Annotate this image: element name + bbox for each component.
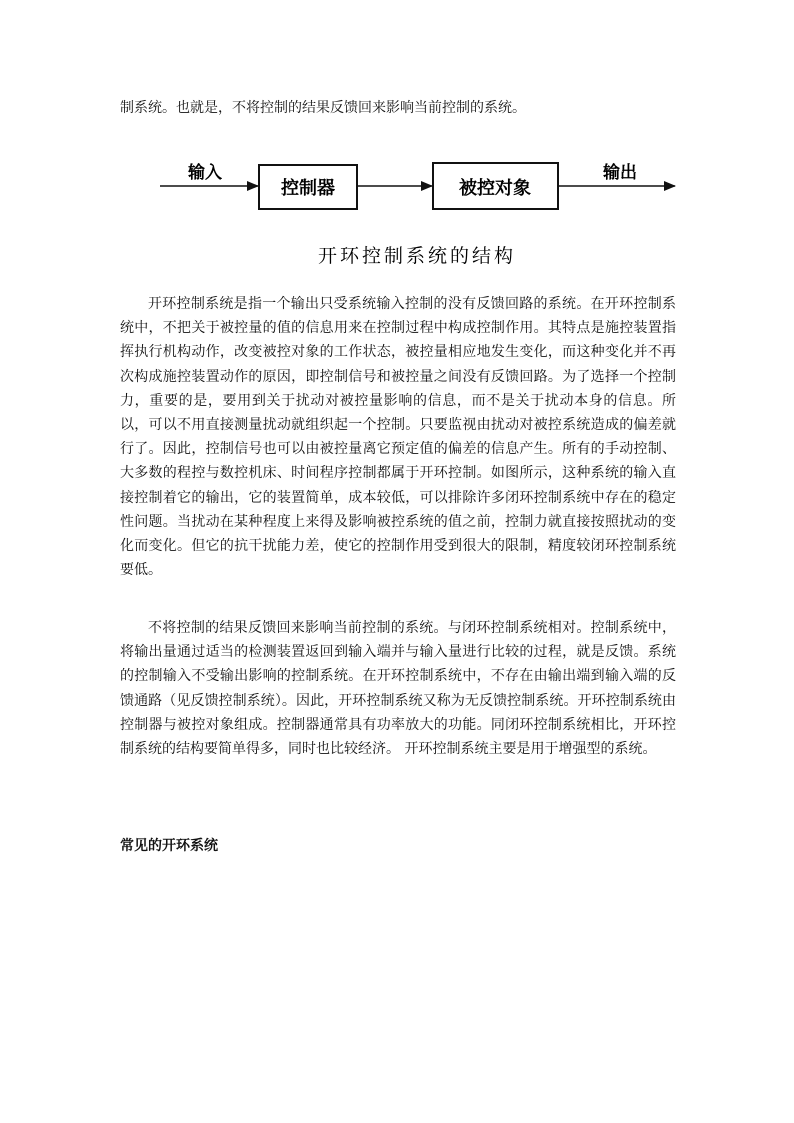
input-label: 输入 — [188, 163, 222, 183]
paragraph-2: 不将控制的结果反馈回来影响当前控制的系统。与闭环控制系统相对。控制系统中，将输出量通过适当的检测装置返回到输入端并与输入量进行比较的过程，就是反馈。系统的控制输入不受输出影响的控制系统。在开环控制系统中，不存在由输出端到输入端的反馈通路（见反馈控制系统）。因此，开环控制系统又称为无反馈控制系统。开环控制系统由控制器与被控对象组成。控制器通常具有功率放大的功能。同闭环控制系统相比，开环控制系统的结构要简单得多，同时也比较经济。 开环控制系统主要是用于增强型的系统。 — [120, 620, 676, 758]
diagram-caption: 开环控制系统的结构 — [317, 245, 517, 267]
paragraph-1: 开环控制系统是指一个输出只受系统输入控制的没有反馈回路的系统。在开环控制系统中，不把关于被控量的值的信息用来在控制过程中构成控制作用。其特点是施控装置指挥执行机构动作，改变被控对象的工作状态，被控量相应地发生变化，而这种变化并不再次构成施控装置动作的原因，即控制信号和被控量之间没有反馈回路。为了选择一个控制力，重要的是，要用到关于扰动对被控量影响的信息，而不是关于扰动本身的信息。所以，可以不用直接测量扰动就组织起一个控制。只要监视由扰动对被控系统造成的偏差就行了。因此，控制信号也可以由被控量离它预定值的偏差的信息产生。所有的手动控制、大多数的程控与数控机床、时间程序控制都属于开环控制。如图所示，这种系统的输入直接控制着它的输出，它的装置简单，成本较低，可以排除许多闭环控制系统中存在的稳定性问题。当扰动在某种程度上来得及影响被控系统的值之前，控制力就直接按照扰动的变化而变化。但它的抗干扰能力差，使它的控制作用受到很大的限制，精度较闭环控制系统要低。 — [120, 296, 676, 579]
controller-label: 控制器 — [281, 178, 335, 199]
open-loop-block-diagram — [155, 150, 680, 275]
section-heading: 常见的开环系统 — [120, 838, 218, 854]
intro-line: 制系统。也就是，不将控制的结果反馈回来影响当前控制的系统。 — [120, 100, 526, 116]
output-label: 输出 — [603, 163, 637, 183]
diagram-svg — [155, 150, 680, 275]
plant-label: 被控对象 — [459, 178, 531, 199]
